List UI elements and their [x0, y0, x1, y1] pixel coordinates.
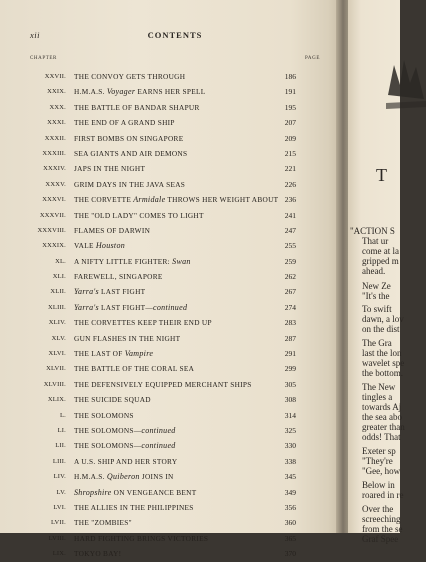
chapter-number: LVI. [53, 503, 66, 511]
chapter-page: 186 [284, 72, 296, 81]
chapter-page: 226 [284, 179, 296, 189]
page-column-heading: PAGE [305, 56, 320, 61]
chapter-title: THE DEFENSIVELY EQUIPPED MERCHANT SHIPS [74, 379, 252, 389]
chapter-title: THE CONVOY GETS THROUGH [74, 72, 186, 81]
chapter-title: JAPS IN THE NIGHT [74, 164, 146, 174]
body-text-line: on the dist [362, 324, 400, 334]
toc-entry [20, 192, 296, 207]
chapter-page: 365 [284, 533, 296, 543]
chapter-page: 191 [284, 87, 296, 97]
chapter-number: XXX. [49, 103, 66, 111]
chapter-number: LVIII. [48, 534, 66, 542]
chapter-number: XXXII. [44, 134, 66, 142]
body-text-line: Below in [362, 480, 395, 490]
toc-entry [20, 146, 296, 161]
chapter-title: GUN FLASHES IN THE NIGHT [74, 333, 181, 343]
toc-entry [20, 161, 296, 176]
toc-entry [20, 284, 296, 299]
chapter-number: XXIX. [47, 88, 66, 96]
chapter-title: THE END OF A GRAND SHIP [74, 118, 175, 128]
body-text-line: New Ze [362, 281, 391, 291]
body-text-line: To swift [362, 304, 392, 314]
chapter-number: LIV. [53, 473, 66, 481]
chapter-number: XLV. [51, 334, 66, 342]
chapter-number: LIX. [52, 550, 66, 558]
body-text-line: "They're [362, 456, 393, 466]
chapter-page: 207 [284, 118, 296, 128]
chapter-page: 305 [284, 379, 296, 389]
toc-entry [20, 531, 296, 546]
chapter-number: XXXVI. [42, 196, 66, 204]
chapter-title: THE SOLOMONS—continued [74, 425, 176, 435]
body-text-line: "ACTION S [350, 226, 395, 236]
body-text-line: Exeter sp [362, 446, 396, 456]
chapter-title: H.M.A.S. Voyager EARNS HER SPELL [74, 87, 206, 97]
body-text-line: screeching [362, 514, 401, 524]
chapter-page: 241 [284, 210, 296, 220]
chapter-title: THE BATTLE OF BANDAR SHAPUR [74, 102, 200, 112]
chapter-page: 345 [284, 472, 296, 482]
chapter-title: THE ALLIES IN THE PHILIPPINES [74, 502, 194, 512]
chapter-title: THE CORVETTES KEEP THEIR END UP [74, 318, 212, 328]
chapter-number: LVII. [50, 519, 66, 527]
toc-entry [20, 331, 296, 346]
chapter-page: 349 [284, 487, 296, 497]
chapter-title: Yarra's LAST FIGHT [74, 287, 146, 297]
toc-entry [20, 208, 296, 223]
chapter-title: FIRST BOMBS ON SINGAPORE [74, 133, 184, 143]
body-text-line: wavelet spe [362, 358, 405, 368]
toc-entry [20, 469, 296, 484]
chapter-title: A NIFTY LITTLE FIGHTER: Swan [74, 256, 191, 266]
toc-entry [20, 361, 296, 376]
chapter-title: FAREWELL, SINGAPORE [74, 272, 163, 282]
toc-entry [20, 423, 296, 438]
chapter-number: LI. [57, 426, 66, 434]
body-text-line: Graf Spee [362, 534, 399, 544]
body-text-line: The Gra [362, 338, 392, 348]
chapter-page: 287 [284, 333, 296, 343]
chapter-page: 356 [284, 502, 296, 512]
chapter-page: 299 [284, 364, 296, 374]
table-of-contents [20, 69, 296, 562]
chapter-page: 325 [284, 425, 296, 435]
toc-entry [20, 438, 296, 453]
chapter-number: XLI. [52, 273, 66, 281]
chapter-page: 259 [284, 256, 296, 266]
toc-entry [20, 485, 296, 500]
body-text-line: That ur [362, 236, 389, 246]
toc-entry [20, 254, 296, 269]
chapter-number: XXXVII. [39, 211, 66, 219]
chapter-page: 221 [284, 164, 296, 174]
chapter-number: XXVII. [44, 73, 66, 80]
chapter-number: XXXV. [45, 180, 66, 188]
page-number: xii [30, 30, 40, 40]
chapter-number: XXXIX. [42, 242, 66, 250]
chapter-number: XLIV. [48, 319, 66, 327]
toc-entry [20, 269, 296, 284]
chapter-number: LII. [55, 442, 66, 450]
chapter-page: 314 [284, 410, 296, 420]
toc-entry [20, 346, 296, 361]
toc-entry [20, 69, 296, 84]
chapter-number: XXXI. [47, 119, 66, 127]
toc-entry [20, 408, 296, 423]
chapter-number: XXXIII. [42, 149, 66, 157]
chapter-number: XXXVIII. [37, 226, 66, 234]
body-text-line: The New [362, 382, 396, 392]
chapter-number: XLVII. [46, 365, 66, 373]
toc-entry [20, 84, 296, 99]
toc-entry [20, 223, 296, 238]
toc-entry [20, 300, 296, 315]
chapter-illustration [386, 55, 426, 115]
chapter-heading-initial: T [376, 165, 387, 185]
toc-entry [20, 131, 296, 146]
chapter-page: 209 [284, 133, 296, 143]
chapter-title: GRIM DAYS IN THE JAVA SEAS [74, 179, 186, 189]
chapter-title: THE LAST OF Vampire [74, 349, 154, 359]
chapter-page: 247 [284, 225, 296, 235]
body-text-line: last the lon [362, 348, 402, 358]
chapter-page: 236 [284, 195, 296, 205]
chapter-title: SEA GIANTS AND AIR DEMONS [74, 148, 188, 158]
chapter-title: THE SOLOMONS—continued [74, 441, 176, 451]
chapter-number: XLIII. [48, 303, 66, 311]
chapter-page: 283 [284, 318, 296, 328]
chapter-number: XLII. [50, 288, 66, 296]
toc-entry [20, 315, 296, 330]
chapter-column-heading: CHAPTER [30, 56, 57, 61]
chapter-page: 291 [284, 349, 296, 359]
body-text-line: the bottom. [362, 368, 403, 378]
chapter-page: 195 [284, 102, 296, 112]
chapter-number: XLIX. [47, 396, 66, 404]
toc-entry [20, 392, 296, 407]
body-text-line: ahead. [362, 266, 386, 276]
body-text-line: roared in re [362, 490, 404, 500]
body-text-line: dawn, a lov [362, 314, 404, 324]
body-text-line: Over the [362, 504, 394, 514]
toc-entry [20, 100, 296, 115]
chapter-number: XL. [55, 257, 66, 265]
chapter-title: THE SUICIDE SQUAD [74, 395, 151, 405]
body-text-line: towards Aj [362, 402, 402, 412]
chapter-page: 274 [284, 302, 296, 312]
chapter-title: THE BATTLE OF THE CORAL SEA [74, 364, 195, 374]
chapter-number: LIII. [52, 457, 66, 465]
body-text-line: "Gee, how [362, 466, 401, 476]
chapter-page: 370 [284, 549, 296, 559]
body-text-line: the sea abo [362, 412, 402, 422]
chapter-number: L. [60, 411, 66, 419]
chapter-page: 255 [284, 241, 296, 251]
chapter-title: THE "OLD LADY" COMES TO LIGHT [74, 210, 204, 220]
chapter-title: FLAMES OF DARWIN [74, 225, 151, 235]
chapter-page: 308 [284, 395, 296, 405]
chapter-number: XLVIII. [43, 380, 66, 388]
chapter-page: 215 [284, 148, 296, 158]
chapter-title: HARD FIGHTING BRINGS VICTORIES [74, 533, 209, 543]
chapter-title: THE "ZOMBIES" [74, 518, 132, 528]
body-text-line: "It's the [362, 291, 390, 301]
chapter-title: H.M.A.S. Quiberon JOINS IN [74, 472, 174, 482]
body-text-line: tingles a [362, 392, 393, 402]
toc-entry [20, 115, 296, 130]
toc-entry [20, 377, 296, 392]
chapter-title: Shropshire ON VENGEANCE BENT [74, 487, 197, 497]
toc-entry [20, 546, 296, 561]
right-page [348, 0, 405, 544]
chapter-title: TOKYO BAY! [74, 549, 122, 559]
toc-entry [20, 515, 296, 530]
chapter-number: LV. [56, 488, 66, 496]
chapter-page: 262 [284, 272, 296, 282]
toc-entry [20, 238, 296, 253]
chapter-title: THE SOLOMONS [74, 410, 134, 420]
chapter-page: 330 [284, 441, 296, 451]
body-text-line: odds! That [362, 432, 401, 442]
body-text-line: gripped m [362, 256, 399, 266]
chapter-page: 267 [284, 287, 296, 297]
page-title: CONTENTS [147, 30, 203, 40]
toc-entry [20, 177, 296, 192]
chapter-title: Yarra's LAST FIGHT—continued [74, 302, 188, 312]
column-headings [30, 56, 320, 61]
toc-entry [20, 500, 296, 515]
body-text-line: greater than [362, 422, 405, 432]
chapter-page: 338 [284, 456, 296, 466]
chapter-title: VALE Houston [74, 241, 126, 251]
body-text-line: come at la [362, 246, 399, 256]
chapter-title: THE CORVETTE Armidale THROWS HER WEIGHT ABOUT [74, 195, 279, 205]
chapter-number: XLVI. [48, 350, 66, 358]
chapter-page: 360 [284, 518, 296, 528]
toc-entry [20, 454, 296, 469]
chapter-title: A U.S. SHIP AND HER STORY [74, 456, 178, 466]
body-text-line: from the se [362, 524, 403, 534]
chapter-number: XXXIV. [43, 165, 66, 173]
